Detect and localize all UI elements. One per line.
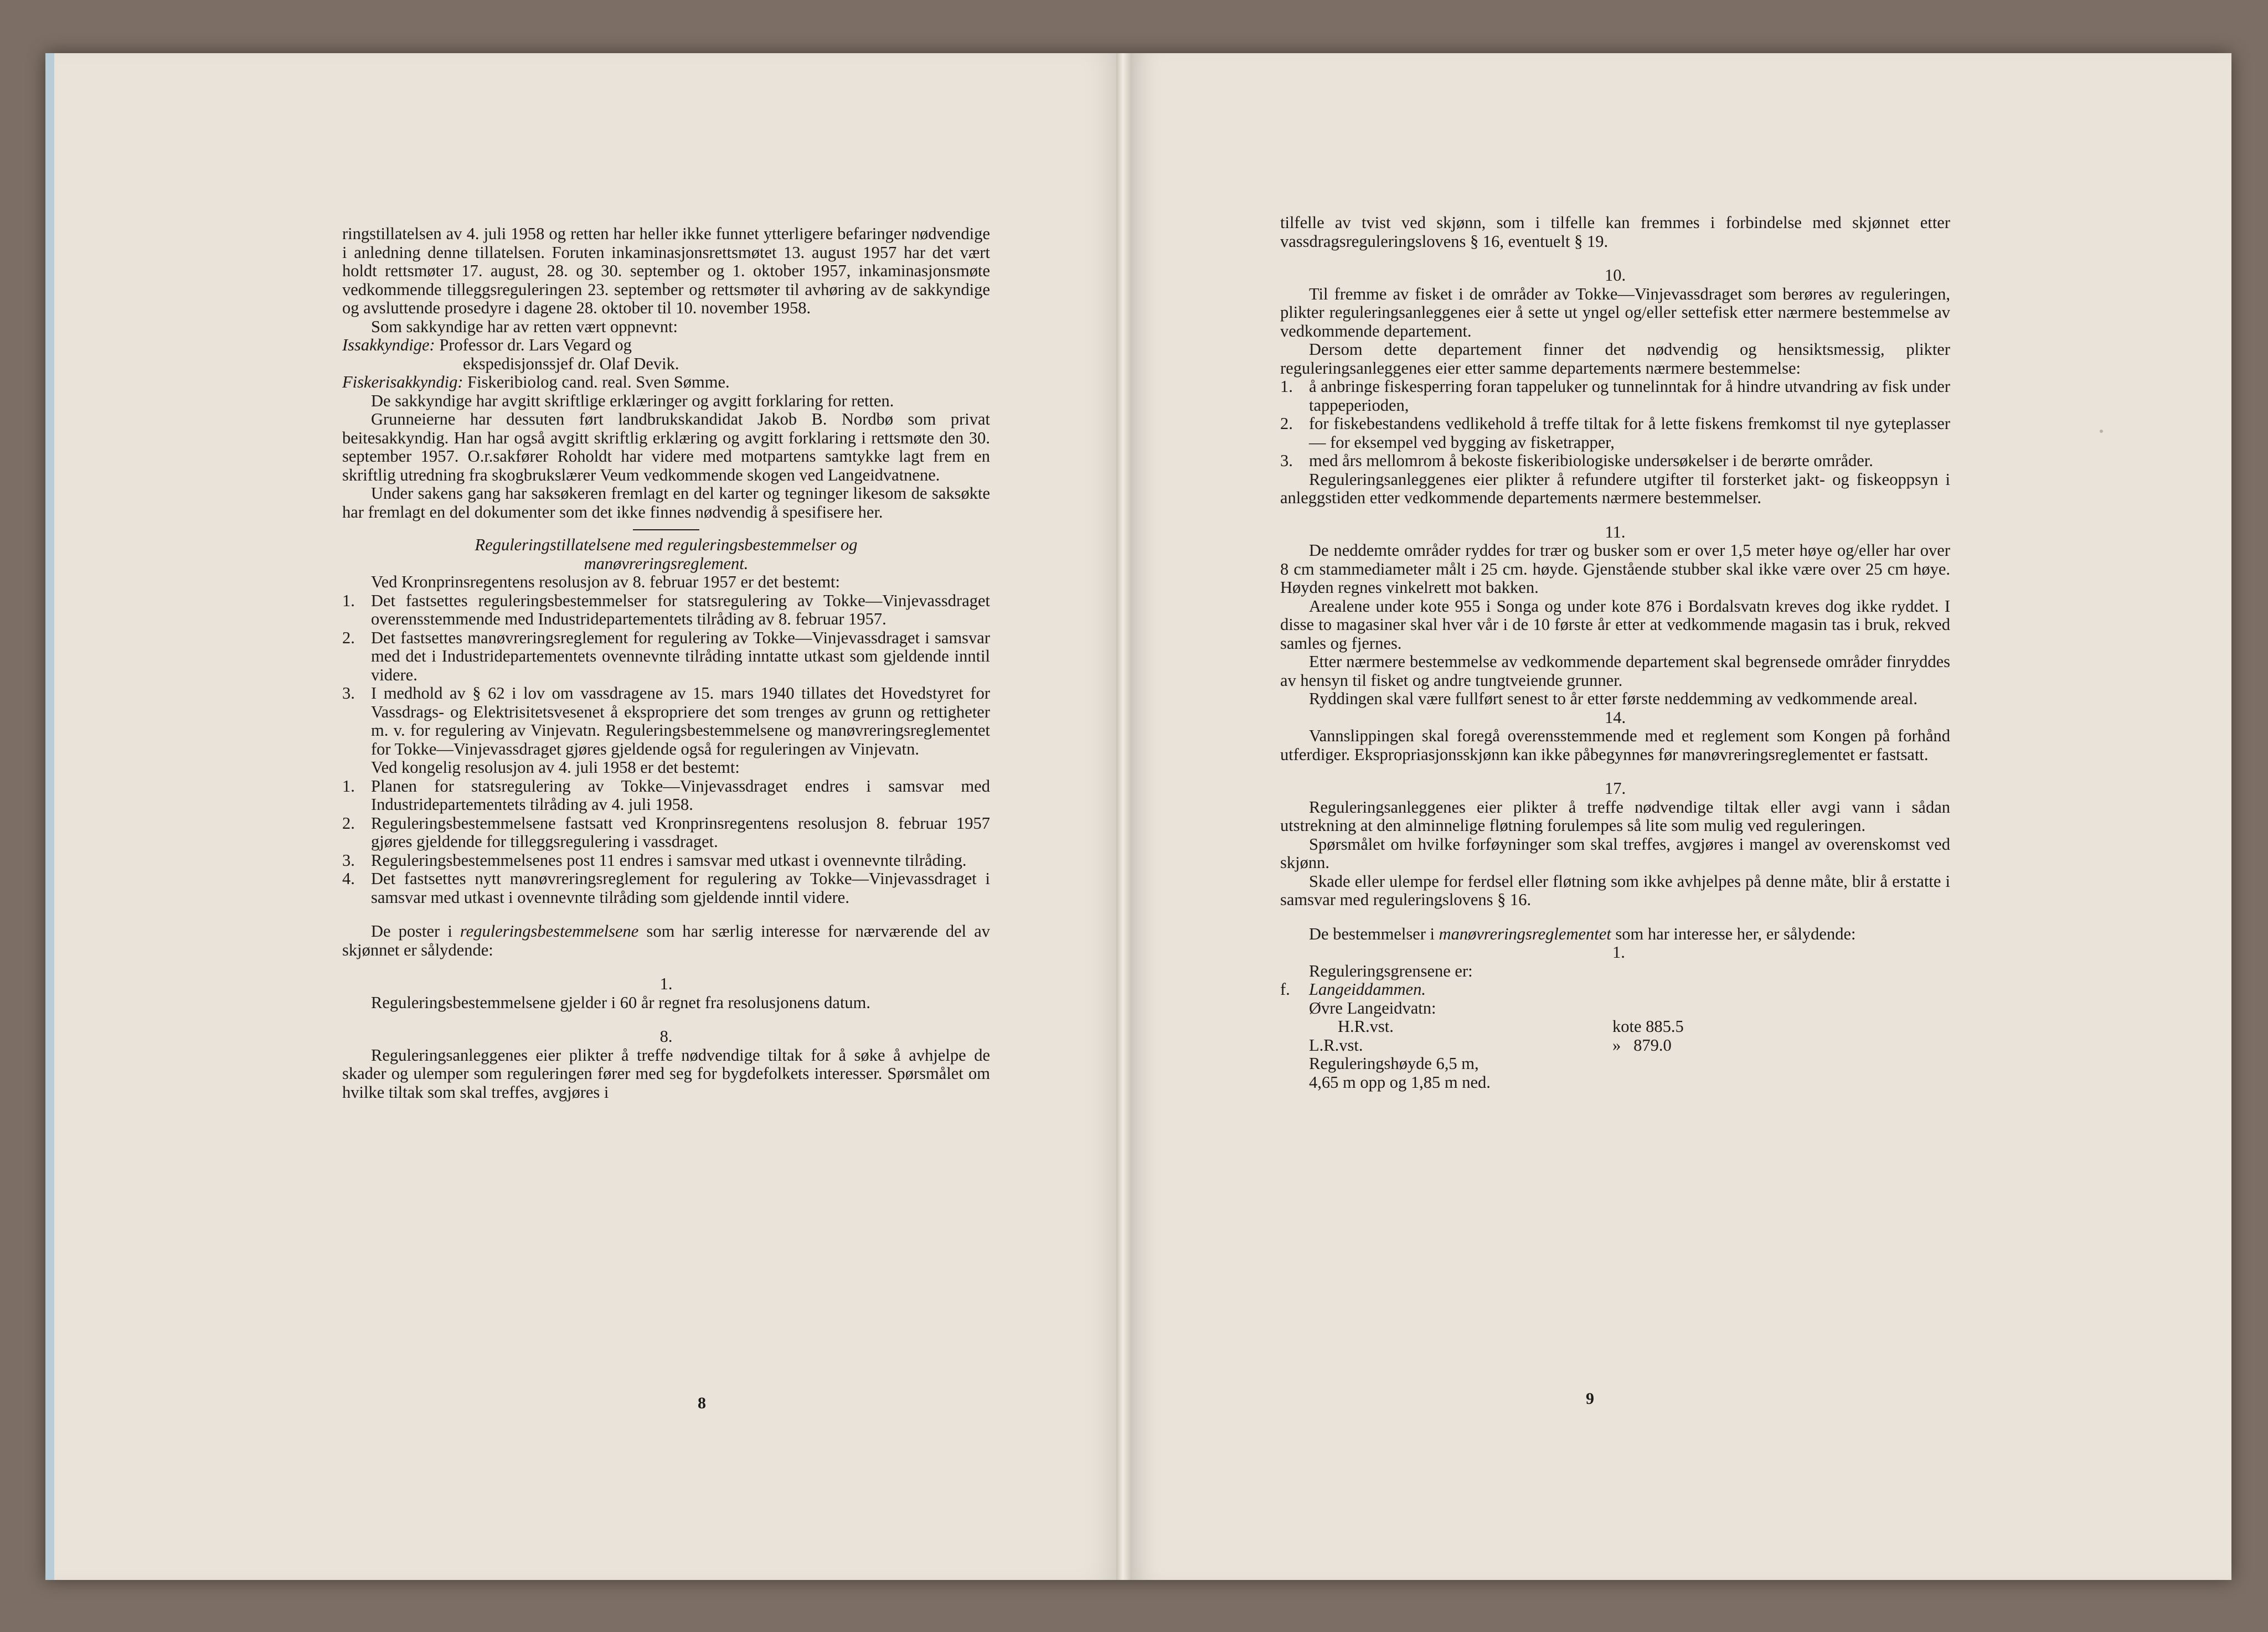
list-text: I medhold av § 62 i lov om vassdragene av 15. mars 1940 tillates det Hovedstyret for Vassdrags- og Elektrisitetsvesenet å ekspropriere det som trenges av grunn og rettigheter m. v. for regulering av Vinjevatn. Reguleringsbestemmelsene og manøvreringsreglementet for Tokke—Vinjevassdraget gjøres gjeldende også for reguleringen av Vinjevatn. [371,684,990,758]
poster-b: som har særlig interesse for nærværende del av skjønnet er sålydende: [342,922,991,959]
opp-line: 4,65 m opp og 1,85 m ned. [1309,1072,1491,1092]
manov-a: De bestemmelser i [1309,924,1439,943]
list-text: Reguleringsbestemmelsene fastsatt ved Kronprinsregentens resolusjon 8. februar 1957 gjøres gjeldende for tilleggsregulering i vassdraget. [371,813,990,851]
list-item [342,684,990,758]
left-page [54,53,1123,1580]
list-text: Planen for statsregulering av Tokke—Vinjevassdraget endres i samsvar med Industridepartementets tilråding av 4. juli 1958. [371,776,990,814]
list-text: Reguleringsbestemmelsenes post 11 endres i samsvar med utkast i ovennevnte tilråding. [371,850,967,870]
paragraph: De sakkyndige har avgitt skriftlige erklæringer og avgitt forklaring for retten. [371,391,894,410]
list-item [342,777,990,814]
list-item [342,851,990,870]
right-page [1131,53,2231,1580]
dam-line [1280,980,1950,999]
issak-line [342,336,990,355]
list-item [1280,378,1950,415]
paragraph: Reguleringsbestemmelsene gjelder i 60 år regnet fra resolusjonens datum. [371,993,871,1012]
lake-line: Øvre Langeidvatn: [1309,998,1436,1018]
paragraph: Arealene under kote 955 i Songa og under kote 876 i Bordalsvatn kreves dog ikke ryddet. I disse to magasiner skal hver vår i de 10 første år etter at vedkommende magasin tas i bruk, rekved samles og fjernes. [1280,596,1950,653]
paragraph: Til fremme av fisket i de områder av Tokke—Vinjevassdraget som berøres av reguleringen, plikter reguleringsanleggenes eier å sette ut yngel og/eller settefisk etter nærmere bestemmelse av vedkommende departement. [1280,284,1950,340]
list-text: med års mellomrom å bekoste fiskeribiologiske undersøkelser i de berørte områder. [1309,451,1873,470]
book-gutter [1116,53,1131,1580]
list-item [1280,452,1950,471]
dam-letter: f. [1280,980,1290,999]
list-number: 1. [342,591,355,610]
list-number: 4. [342,869,355,888]
issak-label: Issakkyndige: [342,335,435,354]
manov-paragraph [1280,925,1950,944]
paragraph: Reguleringsanleggenes eier plikter å treffe nødvendige tiltak for å søke å avhjelpe de skader og ulemper som reguleringen fører med seg for bygdefolkets interesser. Spørsmålet om hvilke tiltak som skal treffes, avgjøres i [342,1045,990,1102]
section-number: 14. [1604,707,1626,727]
fisk-line [342,373,990,392]
list-number: 2. [342,628,355,647]
list-text: å anbringe fiskesperring foran tappeluker og tunnelinntak for å hindre utvandring av fisk under tappeperioden, [1309,377,1950,415]
section-number: 17. [1604,779,1626,798]
kongelig-intro: Ved kongelig resolusjon av 4. juli 1958 er det bestemt: [371,758,740,777]
paragraph: Grunneierne har dessuten ført landbrukskandidat Jakob B. Nordbø som privat beitesakkyndig. Han har også avgitt skriftlig erklæring og avgitt forklaring i rettsmøte den 30. september 1957. O.r.sakfører Roholdt har videre med motpartens samtykke lagt frem en skriftlig utredning fra skogbrukslærer Veum vedkommende skogen ved Langeidvatnene. [342,410,990,484]
list-number: 3. [1280,451,1293,470]
book-spread [45,53,2231,1580]
spacer [1280,910,1950,925]
grenser-line: Reguleringsgrensene er: [1309,961,1473,980]
manov-b: som har interesse her, er sålydende: [1611,924,1856,943]
list-text: Det fastsettes reguleringsbestemmelser for statsregulering av Tokke—Vinjevassdraget overensstemmende med Industridepartementets tilråding av 8. februar 1957. [371,591,990,628]
page-number: 9 [1586,1390,1594,1408]
section-heading: Reguleringstillatelsene med reguleringsbestemmelser og [475,535,858,554]
paragraph: Vannslippingen skal foregå overensstemmende med et reglement som Kongen på forhånd utferdiger. Ekspropriasjonsskjønn kan ikke påbegynnes før manøvreringsreglementet er fastsatt. [1280,726,1950,764]
kronprins-intro: Ved Kronprinsregentens resolusjon av 8. februar 1957 er det bestemt: [371,572,840,591]
list-text: Det fastsettes manøvreringsreglement for regulering av Tokke—Vinjevassdraget i samsvar med det i Industridepartementets ovennevnte tilråding inntatte utkast som gjeldende inntil videre. [371,628,990,684]
list-text: for fiskebestandens vedlikehold å treffe tiltak for å lette fiskens fremkomst til nye gyteplasser — for eksempel ved bygging av fisketrapper, [1309,414,1950,452]
list-number: 1. [342,776,355,796]
hoyde-line: Reguleringshøyde 6,5 m, [1309,1054,1479,1073]
page-number: 8 [698,1394,706,1412]
paragraph: tilfelle av tvist ved skjønn, som i tilfelle kan fremmes i forbindelse med skjønnet etter vassdragsreguleringslovens § 16, eventuelt § 19. [1280,213,1950,251]
section-number: 1. [1612,943,1625,962]
lr-value: » 879.0 [1612,1035,1672,1055]
poster-a: De poster i [371,922,460,941]
section-divider [633,529,699,530]
list-number: 2. [1280,414,1293,433]
paragraph: Spørsmålet om hvilke forføyninger som skal treffes, avgjøres i mangel av overenskomst ved skjønn. [1280,834,1950,872]
manov-italic: manøvreringsreglementet [1439,924,1611,943]
hr-label: H.R.vst. [1338,1017,1394,1036]
poster-italic: reguleringsbestemmelsene [460,922,639,941]
right-page-text [1280,214,1950,1092]
list-item [342,814,990,851]
paragraph: Som sakkyndige har av retten vært oppnevnt: [371,317,678,336]
section-number: 1. [659,974,673,993]
list-number: 1. [1280,377,1293,396]
left-page-text [342,225,990,1102]
dam-name: Langeiddammen. [1309,980,1426,999]
fisk-value: Fiskeribiolog cand. real. Sven Sømme. [467,373,730,391]
poster-paragraph [342,922,990,959]
section-heading-2: manøvreringsreglement. [584,554,749,573]
spacer [342,907,990,922]
lr-row [1280,1036,1950,1055]
list-item [342,629,990,685]
list-number: 3. [342,684,355,703]
spacer [342,959,990,975]
list-item [342,870,990,907]
paragraph: Skade eller ulempe for ferdsel eller fløtning som ikke avhjelpes på denne måte, blir å erstatte i samsvar med reguleringslovens § 16. [1280,871,1950,909]
section-number: 11. [1605,522,1626,541]
paragraph: Ryddingen skal være fullført senest to år etter første neddemming av vedkommende areal. [1309,689,1918,708]
fisk-label: Fiskerisakkyndig: [342,373,463,391]
lr-label: L.R.vst. [1309,1035,1363,1055]
paragraph: Reguleringsanleggenes eier plikter å treffe nødvendige tiltak eller avgi vann i sådan utstrekning at den alminnelige fløtning forulempes så lite som mulig ved reguleringen. [1280,797,1950,835]
paragraph: Dersom dette departement finner det nødvendig og hensiktsmessig, plikter reguleringsanleggenes eier etter samme departements nærmere bestemmelse: [1280,340,1950,378]
list-text: Det fastsettes nytt manøvreringsreglement for regulering av Tokke—Vinjevassdraget i samsvar med utkast i ovennevnte tilråding som gjeldende inntil videre. [371,869,990,907]
paper-speck [2100,430,2103,433]
list-number: 3. [342,850,355,870]
section-number: 10. [1604,266,1626,285]
paragraph: Under sakens gang har saksøkeren fremlagt en del karter og tegninger likesom de saksøkte har fremlagt en del dokumenter som det ikke finnes nødvendig å spesifisere her. [342,484,990,521]
spacer [1280,508,1950,523]
paragraph: ringstillatelsen av 4. juli 1958 og retten har heller ikke funnet ytterligere befaringer nødvendige i anledning denne tillatelsen. Foruten inkaminasjonsrettsmøtet 13. august 1957 har det vært holdt rettsmøter 17. august, 28. og 30. september og 1. oktober 1957, inkaminasjonsmøte vedkommende tilleggsreguleringen 23. september og rettsmøter til avhøring av de sakkyndige og avsluttende prosedyre i dagene 28. oktober til 10. november 1958. [342,224,990,317]
list-item [342,592,990,629]
section-number: 8. [659,1027,673,1046]
spacer [342,1012,990,1027]
hr-value: kote 885.5 [1612,1017,1684,1036]
list-item [1280,415,1950,452]
paragraph: De neddemte områder ryddes for trær og busker som er over 1,5 meter høye og/eller har over 8 cm stammediameter målt i 25 cm. høyde. Gjenstående stubber skal ikke være over 25 cm høye. Høyden regnes vinkelrett mot bakken. [1280,541,1950,597]
spacer [1280,764,1950,779]
paragraph: Etter nærmere bestemmelse av vedkommende departement skal begrensede områder finryddes av hensyn til fisket og andre tungtveiende grunner. [1280,652,1950,690]
list-number: 2. [342,813,355,833]
paragraph: Reguleringsanleggenes eier plikter å refundere utgifter til forsterket jakt- og fiskeoppsyn i anleggstiden etter vedkommende departements nærmere bestemmelser. [1280,469,1950,507]
hr-row [1280,1018,1950,1036]
issak-line-2: ekspedisjonssjef dr. Olaf Devik. [463,354,679,373]
issak-value: Professor dr. Lars Vegard og [439,335,632,354]
spacer [1280,251,1950,266]
